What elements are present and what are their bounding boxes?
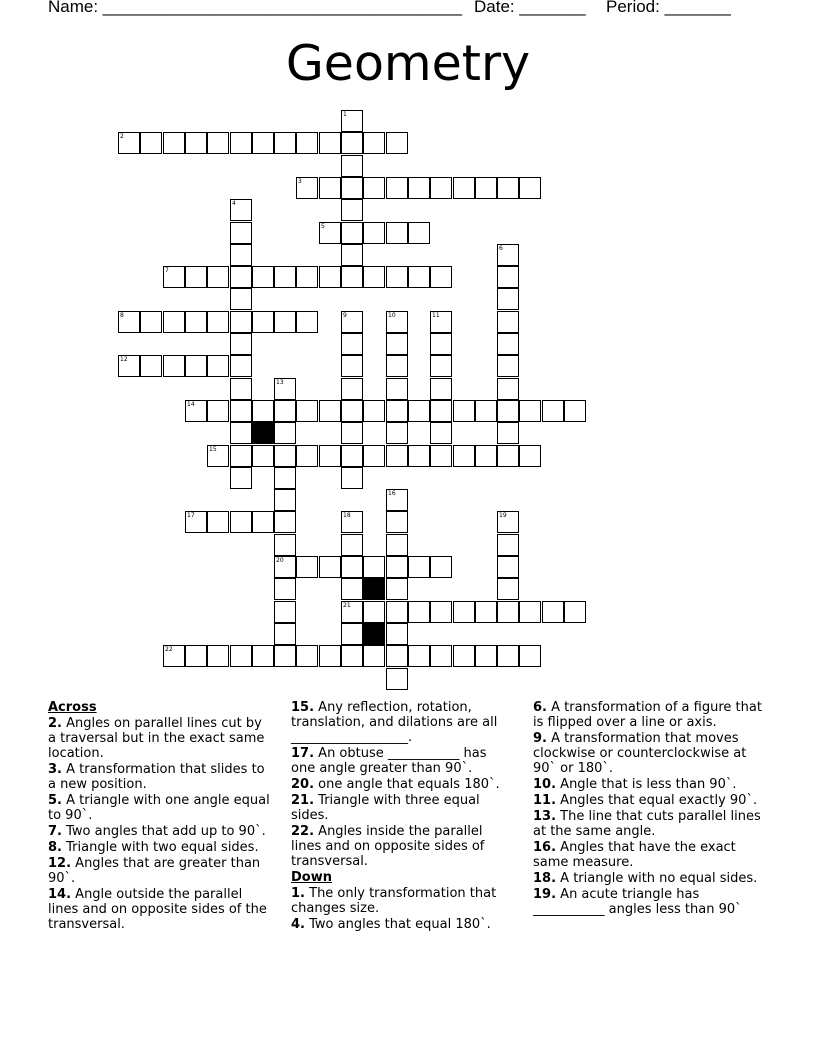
- grid-cell[interactable]: [319, 132, 341, 154]
- grid-cell[interactable]: [230, 311, 252, 333]
- grid-cell[interactable]: [453, 177, 475, 199]
- grid-cell[interactable]: [341, 578, 363, 600]
- clue-column-2: [291, 700, 513, 933]
- grid-cell[interactable]: [430, 645, 452, 667]
- grid-cell[interactable]: [386, 445, 408, 467]
- grid-cell[interactable]: [341, 534, 363, 556]
- grid-cell[interactable]: [341, 110, 363, 132]
- grid-block: [363, 578, 385, 600]
- grid-cell[interactable]: [497, 445, 519, 467]
- grid-cell[interactable]: [185, 645, 207, 667]
- grid-cell[interactable]: [341, 177, 363, 199]
- grid-cell[interactable]: [163, 132, 185, 154]
- grid-cell[interactable]: [408, 266, 430, 288]
- grid-cell[interactable]: [274, 132, 296, 154]
- grid-cell[interactable]: [497, 400, 519, 422]
- grid-cell[interactable]: [386, 422, 408, 444]
- clue-number: 19: [499, 512, 507, 519]
- grid-cell[interactable]: [386, 556, 408, 578]
- grid-cell[interactable]: [386, 266, 408, 288]
- grid-cell[interactable]: [140, 311, 162, 333]
- grid-cell[interactable]: [230, 199, 252, 221]
- grid-cell[interactable]: [207, 132, 229, 154]
- grid-cell[interactable]: [274, 511, 296, 533]
- grid-cell[interactable]: [274, 556, 296, 578]
- clue-number: 5: [321, 223, 325, 230]
- grid-cell[interactable]: [296, 400, 318, 422]
- grid-cell[interactable]: [163, 266, 185, 288]
- grid-cell[interactable]: [230, 266, 252, 288]
- clue-across-5: 5. A triangle with one angle equal to 90`.: [48, 793, 270, 823]
- clue-across-14: 14. Angle outside the parallel lines and on opposite sides of the transversal.: [48, 887, 267, 932]
- grid-cell[interactable]: [163, 645, 185, 667]
- grid-cell[interactable]: [430, 400, 452, 422]
- grid-cell[interactable]: [230, 355, 252, 377]
- grid-cell[interactable]: [296, 266, 318, 288]
- grid-cell[interactable]: [519, 601, 541, 623]
- grid-cell[interactable]: [230, 445, 252, 467]
- grid-cell[interactable]: [363, 266, 385, 288]
- clue-number: 8: [120, 312, 124, 319]
- grid-cell[interactable]: [430, 177, 452, 199]
- clue-across-12: 12. Angles that are greater than 90`.: [48, 856, 261, 886]
- grid-cell[interactable]: [386, 578, 408, 600]
- date-field[interactable]: Date: _______: [474, 0, 586, 16]
- clue-across-22: 22. Angles inside the parallel lines and on opposite sides of transversal.: [291, 824, 485, 869]
- clue-down-10: 10. Angle that is less than 90`.: [533, 777, 737, 792]
- grid-cell[interactable]: [453, 601, 475, 623]
- grid-cell[interactable]: [274, 445, 296, 467]
- grid-cell[interactable]: [497, 556, 519, 578]
- grid-cell[interactable]: [230, 645, 252, 667]
- grid-cell[interactable]: [252, 132, 274, 154]
- clue-across-20: 20. one angle that equals 180`.: [291, 777, 500, 792]
- grid-cell[interactable]: [341, 556, 363, 578]
- grid-cell[interactable]: [207, 266, 229, 288]
- grid-cell[interactable]: [497, 311, 519, 333]
- period-field[interactable]: Period: _______: [606, 0, 731, 16]
- grid-cell[interactable]: [296, 177, 318, 199]
- grid-cell[interactable]: [341, 244, 363, 266]
- grid-cell[interactable]: [475, 400, 497, 422]
- clue-down-11: 11. Angles that equal exactly 90`.: [533, 793, 758, 808]
- clue-number: 17: [187, 512, 195, 519]
- grid-cell[interactable]: [252, 445, 274, 467]
- grid-cell[interactable]: [118, 311, 140, 333]
- grid-cell[interactable]: [519, 400, 541, 422]
- grid-cell[interactable]: [386, 623, 408, 645]
- grid-cell[interactable]: [252, 311, 274, 333]
- grid-cell[interactable]: [430, 266, 452, 288]
- clue-down-4: 4. Two angles that equal 180`.: [291, 917, 491, 932]
- grid-cell[interactable]: [230, 132, 252, 154]
- grid-cell[interactable]: [363, 222, 385, 244]
- grid-cell[interactable]: [430, 355, 452, 377]
- clue-column-3: [533, 700, 773, 918]
- grid-cell[interactable]: [341, 199, 363, 221]
- grid-cell[interactable]: [341, 511, 363, 533]
- across-heading: Across: [48, 700, 97, 715]
- grid-cell[interactable]: [497, 333, 519, 355]
- clue-number: 11: [432, 312, 440, 319]
- grid-cell[interactable]: [230, 511, 252, 533]
- grid-cell[interactable]: [475, 645, 497, 667]
- grid-cell[interactable]: [230, 400, 252, 422]
- clue-number: 10: [388, 312, 396, 319]
- grid-cell[interactable]: [408, 556, 430, 578]
- clue-across-2: 2. Angles on parallel lines cut by a traversal but in the exact same location.: [48, 716, 265, 761]
- grid-cell[interactable]: [430, 333, 452, 355]
- clue-number: 6: [499, 245, 503, 252]
- grid-block: [363, 623, 385, 645]
- clue-across-3: 3. A transformation that slides to a new position.: [48, 762, 265, 792]
- grid-cell[interactable]: [386, 645, 408, 667]
- grid-cell[interactable]: [207, 645, 229, 667]
- grid-cell[interactable]: [386, 601, 408, 623]
- clue-down-19: 19. An acute triangle has ___________ angles less than 90`: [533, 887, 742, 917]
- grid-cell[interactable]: [230, 288, 252, 310]
- grid-cell[interactable]: [497, 422, 519, 444]
- grid-cell[interactable]: [475, 601, 497, 623]
- grid-cell[interactable]: [319, 222, 341, 244]
- grid-cell[interactable]: [475, 177, 497, 199]
- grid-cell[interactable]: [475, 445, 497, 467]
- grid-cell[interactable]: [274, 645, 296, 667]
- clue-number: 18: [343, 512, 351, 519]
- clue-down-16: 16. Angles that have the exact same measure.: [533, 840, 736, 870]
- grid-cell[interactable]: [207, 511, 229, 533]
- grid-cell[interactable]: [319, 266, 341, 288]
- grid-cell[interactable]: [341, 222, 363, 244]
- grid-cell[interactable]: [207, 355, 229, 377]
- grid-cell[interactable]: [430, 601, 452, 623]
- grid-cell[interactable]: [430, 445, 452, 467]
- grid-cell[interactable]: [185, 132, 207, 154]
- grid-cell[interactable]: [519, 445, 541, 467]
- clue-number: 2: [120, 133, 124, 140]
- clue-across-7: 7. Two angles that add up to 90`.: [48, 824, 266, 839]
- grid-cell[interactable]: [430, 422, 452, 444]
- name-field[interactable]: Name: ______________________________________: [48, 0, 463, 16]
- clue-number: 22: [165, 646, 173, 653]
- grid-cell[interactable]: [430, 378, 452, 400]
- grid-cell[interactable]: [341, 333, 363, 355]
- grid-cell[interactable]: [564, 601, 586, 623]
- grid-cell[interactable]: [341, 378, 363, 400]
- grid-cell[interactable]: [118, 355, 140, 377]
- grid-cell[interactable]: [296, 645, 318, 667]
- grid-cell[interactable]: [274, 534, 296, 556]
- clue-across-8: 8. Triangle with two equal sides.: [48, 840, 259, 855]
- grid-cell[interactable]: [274, 311, 296, 333]
- grid-cell[interactable]: [341, 467, 363, 489]
- grid-cell[interactable]: [140, 132, 162, 154]
- grid-cell[interactable]: [319, 645, 341, 667]
- grid-cell[interactable]: [341, 155, 363, 177]
- grid-cell[interactable]: [296, 445, 318, 467]
- grid-cell[interactable]: [230, 222, 252, 244]
- grid-cell[interactable]: [118, 132, 140, 154]
- grid-cell[interactable]: [386, 311, 408, 333]
- grid-cell[interactable]: [185, 311, 207, 333]
- clue-number: 7: [165, 267, 169, 274]
- grid-cell[interactable]: [408, 601, 430, 623]
- grid-cell[interactable]: [319, 556, 341, 578]
- grid-cell[interactable]: [386, 132, 408, 154]
- grid-cell[interactable]: [408, 645, 430, 667]
- grid-cell[interactable]: [274, 623, 296, 645]
- grid-cell[interactable]: [230, 378, 252, 400]
- clue-number: 3: [298, 178, 302, 185]
- grid-cell[interactable]: [274, 601, 296, 623]
- grid-cell[interactable]: [185, 266, 207, 288]
- clue-number: 20: [276, 557, 284, 564]
- grid-cell[interactable]: [341, 355, 363, 377]
- grid-cell[interactable]: [363, 177, 385, 199]
- grid-cell[interactable]: [341, 311, 363, 333]
- grid-cell[interactable]: [386, 333, 408, 355]
- clue-number: 9: [343, 312, 347, 319]
- grid-cell[interactable]: [519, 177, 541, 199]
- grid-cell[interactable]: [542, 400, 564, 422]
- grid-cell[interactable]: [185, 511, 207, 533]
- grid-cell[interactable]: [296, 132, 318, 154]
- grid-cell[interactable]: [185, 400, 207, 422]
- clue-number: 16: [388, 490, 396, 497]
- grid-cell[interactable]: [274, 578, 296, 600]
- grid-cell[interactable]: [252, 645, 274, 667]
- grid-cell[interactable]: [252, 266, 274, 288]
- grid-cell[interactable]: [430, 556, 452, 578]
- grid-cell[interactable]: [341, 266, 363, 288]
- grid-cell[interactable]: [319, 400, 341, 422]
- grid-cell[interactable]: [497, 266, 519, 288]
- grid-cell[interactable]: [274, 422, 296, 444]
- grid-cell[interactable]: [207, 311, 229, 333]
- grid-cell[interactable]: [341, 601, 363, 623]
- grid-cell[interactable]: [296, 311, 318, 333]
- grid-cell[interactable]: [163, 355, 185, 377]
- grid-cell[interactable]: [453, 645, 475, 667]
- grid-cell[interactable]: [341, 422, 363, 444]
- grid-cell[interactable]: [408, 222, 430, 244]
- grid-cell[interactable]: [341, 623, 363, 645]
- page-title: Geometry: [285, 35, 531, 92]
- grid-cell[interactable]: [252, 400, 274, 422]
- grid-cell[interactable]: [564, 400, 586, 422]
- grid-cell[interactable]: [319, 445, 341, 467]
- clue-down-18: 18. A triangle with no equal sides.: [533, 871, 758, 886]
- grid-cell[interactable]: [497, 378, 519, 400]
- grid-cell[interactable]: [363, 445, 385, 467]
- grid-cell[interactable]: [386, 355, 408, 377]
- clue-number: 12: [120, 356, 128, 363]
- grid-cell[interactable]: [497, 355, 519, 377]
- grid-cell[interactable]: [274, 400, 296, 422]
- down-heading: Down: [291, 870, 332, 885]
- clue-down-6: 6. A transformation of a figure that is flipped over a line or axis.: [533, 700, 762, 730]
- grid-cell[interactable]: [386, 489, 408, 511]
- clue-number: 13: [276, 379, 284, 386]
- grid-cell[interactable]: [230, 422, 252, 444]
- clue-number: 14: [187, 401, 195, 408]
- grid-cell[interactable]: [252, 511, 274, 533]
- grid-cell[interactable]: [363, 601, 385, 623]
- grid-cell[interactable]: [274, 378, 296, 400]
- grid-cell[interactable]: [386, 534, 408, 556]
- grid-cell[interactable]: [341, 400, 363, 422]
- clue-across-21: 21. Triangle with three equal sides.: [291, 793, 480, 823]
- grid-cell[interactable]: [386, 378, 408, 400]
- grid-cell[interactable]: [341, 132, 363, 154]
- grid-cell[interactable]: [519, 645, 541, 667]
- grid-cell[interactable]: [453, 445, 475, 467]
- grid-cell[interactable]: [207, 400, 229, 422]
- grid-cell[interactable]: [497, 601, 519, 623]
- grid-cell[interactable]: [497, 645, 519, 667]
- clue-down-1: 1. The only transformation that changes size.: [291, 886, 497, 916]
- grid-cell[interactable]: [386, 177, 408, 199]
- grid-cell[interactable]: [408, 177, 430, 199]
- grid-cell[interactable]: [341, 645, 363, 667]
- grid-cell[interactable]: [542, 601, 564, 623]
- grid-cell[interactable]: [230, 333, 252, 355]
- clue-down-9: 9. A transformation that moves clockwise or counterclockwise at 90` or 180`.: [533, 731, 747, 776]
- grid-cell[interactable]: [341, 445, 363, 467]
- grid-cell[interactable]: [497, 244, 519, 266]
- grid-cell[interactable]: [497, 578, 519, 600]
- grid-cell[interactable]: [497, 534, 519, 556]
- clue-down-13: 13. The line that cuts parallel lines at the same angle.: [533, 809, 761, 839]
- clue-number: 1: [343, 111, 347, 118]
- clue-number: 15: [209, 446, 217, 453]
- grid-block: [252, 422, 274, 444]
- grid-cell[interactable]: [274, 489, 296, 511]
- grid-cell[interactable]: [430, 311, 452, 333]
- grid-cell[interactable]: [386, 400, 408, 422]
- grid-cell[interactable]: [207, 445, 229, 467]
- grid-cell[interactable]: [319, 177, 341, 199]
- clue-number: 4: [232, 200, 236, 207]
- grid-cell[interactable]: [363, 132, 385, 154]
- grid-cell[interactable]: [274, 266, 296, 288]
- clue-number: 21: [343, 602, 351, 609]
- grid-cell[interactable]: [386, 222, 408, 244]
- grid-cell[interactable]: [230, 467, 252, 489]
- grid-cell[interactable]: [497, 511, 519, 533]
- grid-cell[interactable]: [230, 244, 252, 266]
- grid-cell[interactable]: [274, 467, 296, 489]
- grid-cell[interactable]: [408, 400, 430, 422]
- grid-cell[interactable]: [363, 645, 385, 667]
- grid-cell[interactable]: [453, 400, 475, 422]
- grid-cell[interactable]: [140, 355, 162, 377]
- clue-across-15: 15. Any reflection, rotation, translation, and dilations are all __________________.: [291, 700, 498, 745]
- grid-cell[interactable]: [163, 311, 185, 333]
- clue-column-1: [48, 700, 273, 933]
- grid-cell[interactable]: [296, 556, 318, 578]
- grid-cell[interactable]: [497, 288, 519, 310]
- grid-cell[interactable]: [386, 668, 408, 690]
- clue-across-17: 17. An obtuse ___________ has one angle greater than 90`.: [291, 746, 487, 776]
- grid-cell[interactable]: [363, 400, 385, 422]
- grid-cell[interactable]: [386, 511, 408, 533]
- grid-cell[interactable]: [497, 177, 519, 199]
- grid-cell[interactable]: [185, 355, 207, 377]
- grid-cell[interactable]: [363, 556, 385, 578]
- grid-cell[interactable]: [408, 445, 430, 467]
